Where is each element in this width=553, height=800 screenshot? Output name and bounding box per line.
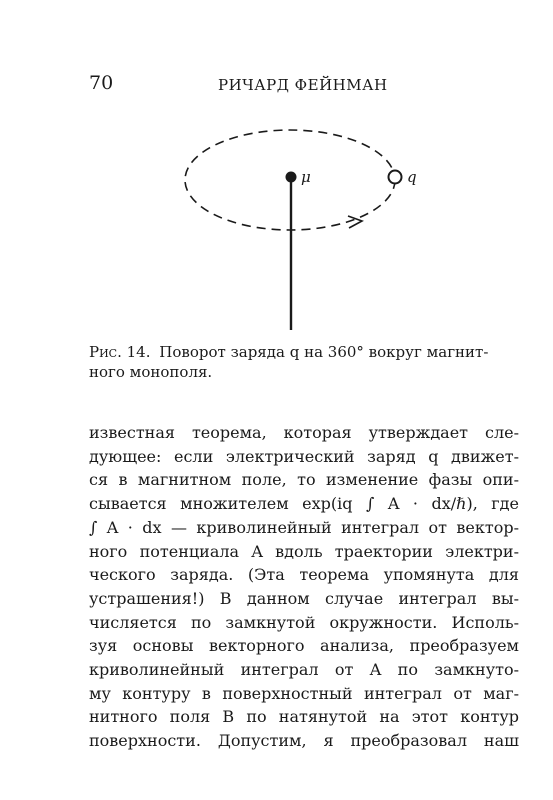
body-line: ∫ A · dx — криволинейный интеграл от вектор- [89, 517, 519, 537]
running-head: РИЧАРД ФЕЙНМАН [218, 76, 388, 94]
body-line: сывается множителем exp(iq ∫ A · dx/ℏ), где [89, 494, 519, 514]
monopole-label: μ [301, 168, 311, 186]
body-line: числяется по замкнутой окружности. Исполь- [89, 612, 519, 632]
caption-line-1: Поворот заряда q на 360° вокруг магнит- [159, 343, 489, 361]
body-line: ся в магнитном поле, то изменение фазы опи- [89, 470, 519, 490]
body-line: дующее: если электрический заряд q движет- [89, 446, 519, 466]
figure-caption [89, 342, 519, 382]
charge-point [389, 171, 402, 184]
body-paragraph [89, 421, 519, 753]
body-line: зуя основы векторного анализа, преобразуем [89, 636, 519, 656]
body-line: нитного поля B по натянутой на этот контур [89, 707, 519, 727]
page-number: 70 [89, 72, 114, 94]
caption-label: Рис. 14. [89, 343, 151, 361]
body-line: криволинейный интеграл от A по замкнуто- [89, 660, 519, 680]
body-line: устрашения!) В данном случае интеграл вы- [89, 588, 519, 608]
monopole-figure [180, 120, 420, 335]
body-line: поверхности. Допустим, я преобразовал наш [89, 731, 519, 751]
body-line: ческого заряда. (Эта теорема упомянута для [89, 565, 519, 585]
body-line: му контуру в поверхностный интеграл от маг- [89, 683, 519, 703]
body-line: ного потенциала A вдоль траектории электри- [89, 541, 519, 561]
direction-arrow [348, 216, 362, 228]
charge-label: q [407, 168, 417, 186]
body-line: известная теорема, которая утверждает сле- [89, 423, 519, 442]
monopole-point [286, 172, 297, 183]
caption-line-2: ного монополя. [89, 363, 213, 381]
